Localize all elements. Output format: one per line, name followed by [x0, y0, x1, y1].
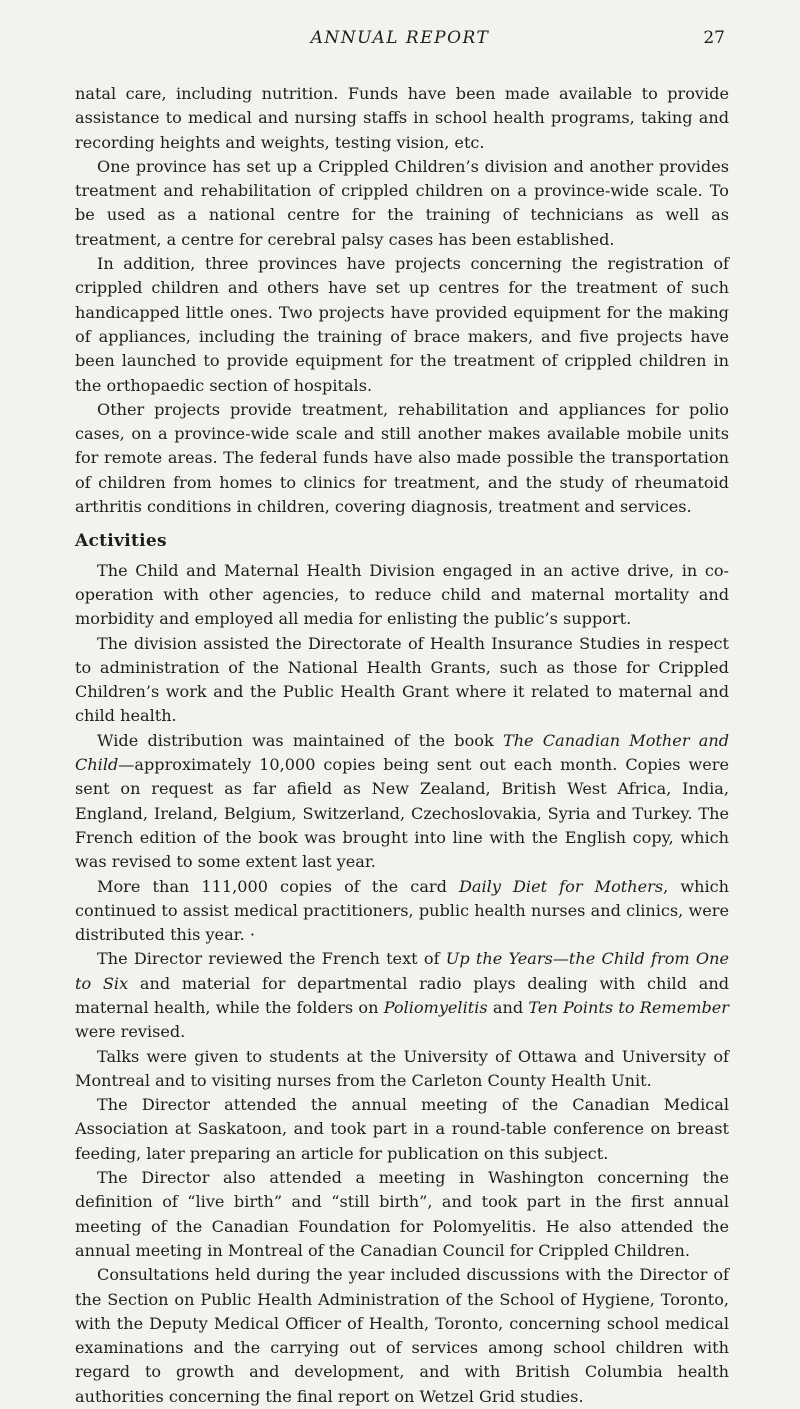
card-title: Daily Diet for Mothers [459, 876, 664, 896]
paragraph: Consultations held during the year included discussions with the Director of the Section on Public Health Administration of the School of Hygiene, Toronto, with the Deputy Medical Officer of Health, Toronto, concerning school medical examinations and the carrying out of services among school children with regard to growth and development, and with British Columbia health authorities concerning the final report on Wetzel Grid studies. [75, 1265, 729, 1406]
text-run: More than 111,000 copies of the card [97, 876, 460, 896]
text-run: were revised. [75, 1022, 186, 1042]
publication-title: Up the Years—the Child from One to Six [75, 949, 729, 993]
text-run: and [487, 997, 529, 1017]
paragraph: Talks were given to students at the University of Ottawa and University of Montreal and to visiting nurses from the Carleton County Health Unit. [75, 1046, 729, 1090]
paragraph: The division assisted the Directorate of Health Insurance Studies in respect to administration of the National Health Grants, such as those for Crippled Children’s work and the Public Health Grant where it related to maternal and child health. [75, 633, 729, 726]
publication-title: Ten Points to Remember [528, 997, 729, 1017]
running-header [0, 28, 800, 52]
text-run: , which continued to assist medical practitioners, public health nurses and clinics, were distributed this year. · [75, 876, 729, 945]
page-number: 27 [703, 28, 725, 48]
text-run: Wide distribution was maintained of the book [97, 730, 503, 750]
body-text [75, 82, 729, 1409]
section-heading: Activities [75, 531, 167, 552]
text-run: and material for departmental radio plays dealing with child and maternal health, while the folders on [75, 973, 729, 1017]
paragraph: The Child and Maternal Health Division engaged in an active drive, in co-operation with other agencies, to reduce child and maternal mortality and morbidity and employed all media for enlisting the public’s support. [75, 560, 729, 629]
paragraph [75, 875, 729, 948]
running-title: ANNUAL REPORT [310, 28, 490, 48]
book-title: The Canadian Mother and Child [75, 730, 729, 775]
paragraph: natal care, including nutrition. Funds have been made available to provide assistance to medical and nursing staffs in school health programs, taking and recording heights and weights, testing vision, etc. [75, 84, 729, 152]
paragraph: In addition, three provinces have projects concerning the registration of crippled children and others have set up centres for the treatment of such handicapped little ones. Two projects have provided equipment for the making of appliances, including the training of brace makers, and five projects have been launched to provide equipment for the treatment of crippled children in the orthopaedic section of hospitals. [75, 254, 729, 395]
text-run: —approximately 10,000 copies being sent out each month. Copies were sent on request as far afield as New Zealand, British West Africa, India, England, Ireland, Belgium, Switzerland, Czechoslovakia, Syria and Turkey. The French edition of the book was brought into line with the English copy, which was revised to some extent last year. [75, 755, 729, 872]
paragraph: Other projects provide treatment, rehabilitation and appliances for polio cases, on a province-wide scale and still another makes available mobile units for remote areas. The federal funds have also made possible the transportation of children from homes to clinics for treatment, and the study of rheumatoid arthritis conditions in children, covering diagnosis, treatment and services. [75, 399, 729, 517]
paragraph [75, 729, 729, 875]
text-run: The Director reviewed the French text of [97, 949, 446, 969]
publication-title: Poliomyelitis [383, 997, 488, 1017]
paragraph: One province has set up a Crippled Children’s division and another provides treatment and rehabilitation of crippled children on a province-wide scale. To be used as a national centre for the training of technicians as well as treatment, a centre for cerebral palsy cases has been established. [75, 156, 729, 249]
paragraph: The Director attended the annual meeting of the Canadian Medical Association at Saskatoon, and took part in a round-table conference on breast feeding, later preparing an article for publication on this subject. [75, 1095, 729, 1163]
paragraph: The Director also attended a meeting in Washington concerning the definition of “live birth” and “still birth”, and took part in the first annual meeting of the Canadian Foundation for Polomyelitis. He also attended the annual meeting in Montreal of the Canadian Council for Crippled Children. [75, 1168, 729, 1260]
paragraph [75, 947, 729, 1044]
